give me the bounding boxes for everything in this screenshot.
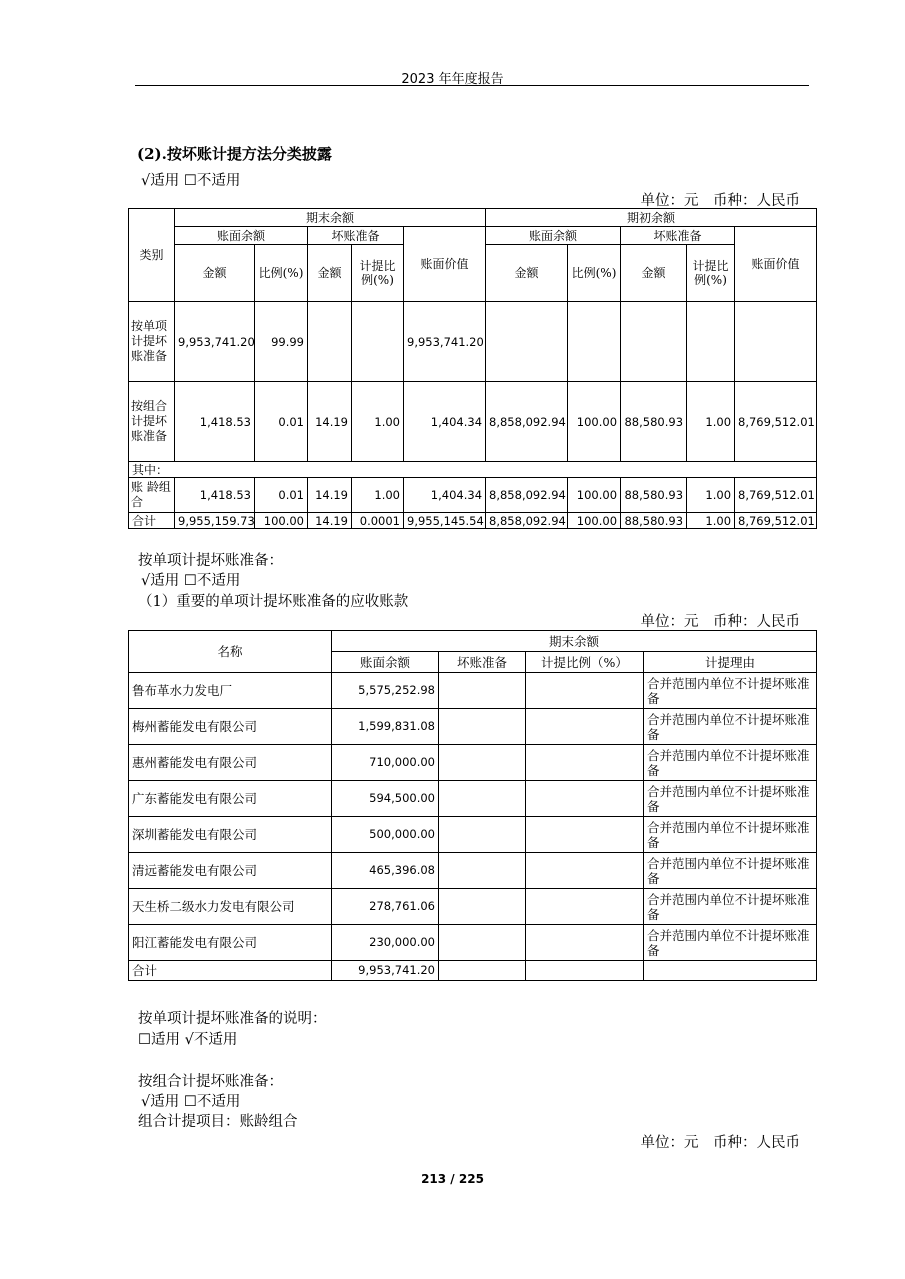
unit-label-2: 单位：元 币种：人民币	[640, 614, 800, 630]
header-bad-debt: 坏账准备	[439, 652, 526, 673]
table-row	[129, 478, 817, 513]
header-category: 类别	[129, 209, 175, 302]
row-label: 合计	[129, 513, 175, 529]
cell: 8,858,092.94	[486, 513, 568, 529]
table-row	[129, 709, 817, 745]
company-name: 天生桥二级水力发电有限公司	[129, 889, 332, 925]
header-begin-book-value: 账面价值	[735, 227, 817, 302]
section-title: (2).按坏账计提方法分类披露	[137, 145, 332, 163]
book-balance: 278,761.06	[332, 889, 439, 925]
header-beginning-balance: 期初余额	[486, 209, 817, 227]
cell: 100.00	[255, 513, 308, 529]
table-row	[129, 382, 817, 462]
cell: 8,769,512.01	[735, 513, 817, 529]
header-ending-balance: 期末余额	[332, 631, 817, 652]
cell: 14.19	[308, 478, 352, 513]
reason: 合并范围内单位不计提坏账准备	[644, 817, 817, 853]
header-begin-ratio: 比例(%)	[568, 245, 621, 302]
header-end-bad-debt: 坏账准备	[308, 227, 404, 245]
cell: 9,955,145.54	[404, 513, 486, 529]
cell: 8,858,092.94	[486, 478, 568, 513]
row-label: 按组合计提坏账准备	[129, 382, 175, 462]
cell: 14.19	[308, 382, 352, 462]
cell: 1,404.34	[404, 382, 486, 462]
header-end-book-value: 账面价值	[404, 227, 486, 302]
cell: 88,580.93	[621, 382, 687, 462]
cell	[526, 781, 644, 817]
table-total-row	[129, 961, 817, 981]
header-end-bd-amount: 金额	[308, 245, 352, 302]
cell	[439, 817, 526, 853]
header-end-ratio: 比例(%)	[255, 245, 308, 302]
table-row	[129, 302, 817, 382]
applicable-option-3: ☐适用 √不适用	[138, 1032, 238, 1048]
cell	[526, 853, 644, 889]
cell: 14.19	[308, 513, 352, 529]
cell: 1,418.53	[175, 478, 255, 513]
single-provision-title: 按单项计提坏账准备：	[138, 553, 283, 569]
cell: 8,858,092.94	[486, 382, 568, 462]
applicable-option-4: √适用 ☐不适用	[141, 1094, 241, 1110]
cell	[486, 302, 568, 382]
header-prov-ratio: 计提比例（%）	[526, 652, 644, 673]
subsection-title: （1）重要的单项计提坏账准备的应收账款	[138, 594, 409, 610]
table-row	[129, 889, 817, 925]
total-label: 合计	[129, 961, 332, 981]
reason: 合并范围内单位不计提坏账准备	[644, 853, 817, 889]
reason: 合并范围内单位不计提坏账准备	[644, 781, 817, 817]
group-provision-item: 组合计提项目：账龄组合	[138, 1114, 298, 1130]
cell	[644, 961, 817, 981]
cell	[439, 889, 526, 925]
total-balance: 9,953,741.20	[332, 961, 439, 981]
cell: 100.00	[568, 513, 621, 529]
page-number: 213 / 225	[421, 1172, 484, 1186]
header-begin-book-balance: 账面余额	[486, 227, 621, 245]
cell: 8,769,512.01	[735, 382, 817, 462]
header-begin-bad-debt: 坏账准备	[621, 227, 735, 245]
reason: 合并范围内单位不计提坏账准备	[644, 889, 817, 925]
book-balance: 1,599,831.08	[332, 709, 439, 745]
among-label: 其中：	[129, 462, 817, 478]
cell	[439, 745, 526, 781]
cell: 88,580.93	[621, 478, 687, 513]
company-name: 深圳蓄能发电有限公司	[129, 817, 332, 853]
cell: 99.99	[255, 302, 308, 382]
cell: 1.00	[352, 382, 404, 462]
table-total-row	[129, 513, 817, 529]
cell: 1.00	[687, 513, 735, 529]
header-begin-bd-amount: 金额	[621, 245, 687, 302]
table-row	[129, 853, 817, 889]
cell: 1,418.53	[175, 382, 255, 462]
company-name: 清远蓄能发电有限公司	[129, 853, 332, 889]
applicable-option-1: √适用 ☐不适用	[141, 173, 241, 189]
cell: 1.00	[687, 478, 735, 513]
cell	[439, 709, 526, 745]
cell	[526, 673, 644, 709]
bad-debt-classification-table	[128, 208, 817, 529]
cell: 0.01	[255, 478, 308, 513]
cell: 1,404.34	[404, 478, 486, 513]
cell	[526, 745, 644, 781]
cell	[526, 709, 644, 745]
cell	[621, 302, 687, 382]
cell	[687, 302, 735, 382]
unit-label-1: 单位：元 币种：人民币	[640, 193, 800, 209]
company-name: 鲁布革水力发电厂	[129, 673, 332, 709]
group-provision-title: 按组合计提坏账准备：	[138, 1074, 283, 1090]
header-begin-prov-ratio: 计提比例(%)	[687, 245, 735, 302]
cell	[526, 961, 644, 981]
header-end-book-balance: 账面余额	[175, 227, 308, 245]
book-balance: 465,396.08	[332, 853, 439, 889]
applicable-option-2: √适用 ☐不适用	[141, 573, 241, 589]
company-name: 阳江蓄能发电有限公司	[129, 925, 332, 961]
page-header-title: 2023 年年度报告	[401, 72, 504, 87]
company-name: 惠州蓄能发电有限公司	[129, 745, 332, 781]
cell: 88,580.93	[621, 513, 687, 529]
reason: 合并范围内单位不计提坏账准备	[644, 925, 817, 961]
company-name: 梅州蓄能发电有限公司	[129, 709, 332, 745]
book-balance: 594,500.00	[332, 781, 439, 817]
book-balance: 230,000.00	[332, 925, 439, 961]
header-name: 名称	[129, 631, 332, 673]
cell	[439, 961, 526, 981]
row-label: 账 龄组合	[129, 478, 175, 513]
cell	[526, 925, 644, 961]
row-label: 按单项计提坏账准备	[129, 302, 175, 382]
header-divider	[135, 85, 809, 86]
table-row	[129, 817, 817, 853]
cell: 9,955,159.73	[175, 513, 255, 529]
reason: 合并范围内单位不计提坏账准备	[644, 709, 817, 745]
book-balance: 710,000.00	[332, 745, 439, 781]
reason: 合并范围内单位不计提坏账准备	[644, 745, 817, 781]
cell	[308, 302, 352, 382]
header-ending-balance: 期末余额	[175, 209, 486, 227]
cell	[568, 302, 621, 382]
header-end-prov-ratio: 计提比例(%)	[352, 245, 404, 302]
table-row	[129, 745, 817, 781]
book-balance: 500,000.00	[332, 817, 439, 853]
cell	[526, 817, 644, 853]
header-end-amount: 金额	[175, 245, 255, 302]
single-provision-note: 按单项计提坏账准备的说明：	[138, 1011, 327, 1027]
cell: 9,953,741.20	[175, 302, 255, 382]
cell	[439, 925, 526, 961]
cell: 8,769,512.01	[735, 478, 817, 513]
cell	[439, 781, 526, 817]
table-row	[129, 781, 817, 817]
header-book-balance: 账面余额	[332, 652, 439, 673]
company-name: 广东蓄能发电有限公司	[129, 781, 332, 817]
table-row	[129, 673, 817, 709]
unit-label-3: 单位：元 币种：人民币	[640, 1135, 800, 1151]
cell: 1.00	[687, 382, 735, 462]
cell	[439, 853, 526, 889]
cell	[439, 673, 526, 709]
cell: 1.00	[352, 478, 404, 513]
cell	[352, 302, 404, 382]
cell: 0.01	[255, 382, 308, 462]
cell: 0.0001	[352, 513, 404, 529]
cell: 9,953,741.20	[404, 302, 486, 382]
cell: 100.00	[568, 478, 621, 513]
cell	[735, 302, 817, 382]
book-balance: 5,575,252.98	[332, 673, 439, 709]
table-row	[129, 925, 817, 961]
single-provision-table	[128, 630, 817, 981]
cell	[526, 889, 644, 925]
reason: 合并范围内单位不计提坏账准备	[644, 673, 817, 709]
header-begin-amount: 金额	[486, 245, 568, 302]
cell: 100.00	[568, 382, 621, 462]
header-reason: 计提理由	[644, 652, 817, 673]
